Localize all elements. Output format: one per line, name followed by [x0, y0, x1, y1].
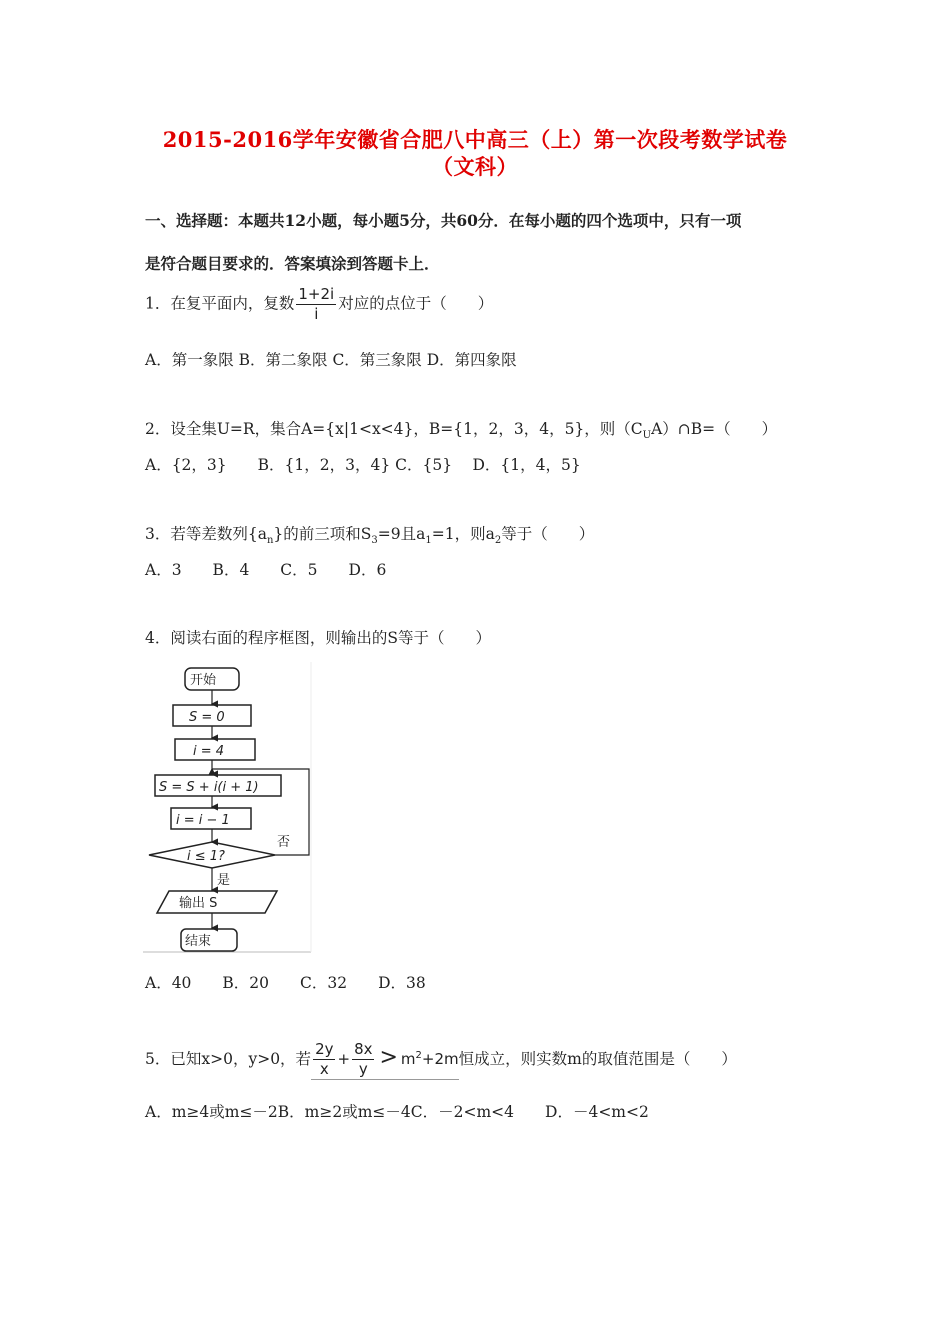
q5-inequality	[311, 1040, 459, 1080]
end-label: 结束	[185, 934, 212, 949]
q1-fraction	[296, 285, 336, 324]
q1-denominator: i	[314, 305, 319, 323]
exam-title: 2015-2016学年安徽省合肥八中高三（上）第一次段考数学试卷	[162, 127, 788, 152]
q5-f1-denominator: x	[319, 1060, 329, 1078]
section-instructions-line2: 是符合题目要求的．答案填涂到答题卡上．	[145, 254, 440, 273]
q2-text-a: 2．设全集U=R，集合A={x|1<x<4}，B={1，2，3，4，5}，则（C	[145, 420, 643, 438]
update-s-label: S = S + i(i + 1)	[159, 780, 259, 795]
q5-fraction-2	[352, 1040, 374, 1079]
q5-fraction-1	[313, 1040, 335, 1079]
q5-plus: +	[337, 1050, 351, 1068]
condition-label: i ≤ 1?	[187, 849, 225, 864]
q3-sub-n: n	[266, 535, 274, 547]
question-3-options: A．3 B．4 C．5 D．6	[145, 561, 387, 579]
q3-text-1: 3．若等差数列{a	[145, 525, 267, 543]
q3-sub-1: 1	[425, 535, 432, 547]
q3-text-4: =1，则a	[431, 525, 495, 543]
q3-text-3: =9且a	[377, 525, 426, 543]
no-label: 否	[277, 835, 291, 850]
q1-text-after: 对应的点位于（ ）	[338, 294, 494, 313]
yes-label: 是	[217, 873, 231, 888]
q5-f1-numerator: 2y	[315, 1040, 334, 1058]
section-instructions-line1: 一、选择题：本题共12小题，每小题5分，共60分．在每小题的四个选项中，只有一项	[145, 211, 742, 230]
question-2-options: A．{2，3} B．{1，2，3，4} C．{5} D．{1，4，5}	[145, 456, 581, 474]
question-2-stem	[145, 417, 777, 441]
q3-text-5: 等于（ ）	[501, 525, 595, 543]
program-flowchart	[143, 662, 315, 956]
q5-f2-denominator: y	[358, 1060, 368, 1078]
question-1-stem	[145, 285, 493, 324]
init-i-label: i = 4	[193, 744, 225, 759]
q3-sub-2: 2	[494, 535, 502, 547]
q5-m: m	[400, 1050, 416, 1068]
output-label: 输出 S	[179, 896, 218, 911]
q5-exponent: 2	[415, 1050, 422, 1061]
q5-text-before: 5．已知x>0，y>0，若	[145, 1050, 312, 1068]
question-1-options: A．第一象限 B．第二象限 C．第三象限 D．第四象限	[145, 351, 517, 369]
q5-greater-than: >	[379, 1045, 398, 1070]
question-5-options: A．m≥4或m≤－2B．m≥2或m≤－4C．－2<m<4 D．－4<m<2	[145, 1103, 649, 1121]
q1-numerator: 1+2i	[298, 285, 335, 303]
start-label: 开始	[190, 673, 217, 688]
init-s-label: S = 0	[189, 710, 225, 725]
q3-sub-3: 3	[371, 535, 378, 547]
q2-complement-sub: U	[642, 430, 652, 442]
exam-subtitle: （文科）	[432, 154, 518, 179]
question-4-stem: 4．阅读右面的程序框图，则输出的S等于（ ）	[145, 629, 491, 647]
question-5-stem	[145, 1040, 737, 1080]
q2-text-b: A）∩B=（ ）	[651, 420, 778, 438]
q5-text-after: 恒成立，则实数m的取值范围是（ ）	[458, 1050, 737, 1068]
q1-text-before: 1．在复平面内，复数	[145, 294, 295, 313]
question-4-options: A．40 B．20 C．32 D．38	[145, 974, 426, 992]
q5-tail: +2m	[421, 1050, 459, 1068]
q3-text-2: }的前三项和S	[273, 525, 372, 543]
question-3-stem	[145, 522, 594, 546]
q5-f2-numerator: 8x	[354, 1040, 373, 1058]
update-i-label: i = i − 1	[176, 813, 230, 828]
